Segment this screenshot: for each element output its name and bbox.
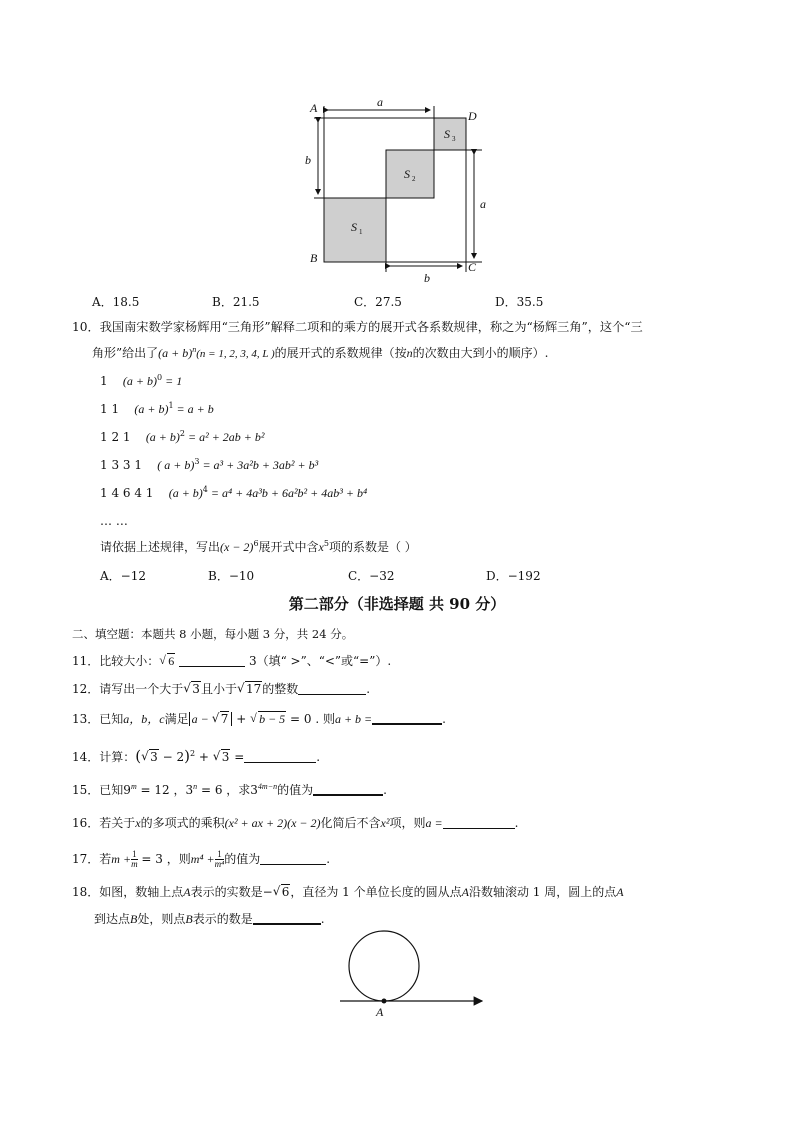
pascal-row-4: 1 4 6 4 1 $(a + b)^4 = a^4 + 4a^3b + 6a^2b^2 + 4ab^3 + b^4$ [100,485,368,500]
square-s2 [386,150,434,198]
q9-option-b[interactable]: B．21.5 [212,295,260,309]
q12: 12．请写出一个大于√ 3且小于√ 17的整数 . [72,681,370,697]
q17: 17．若m + $\frac{1}{m}$ = 3 ，则m⁴ + $\frac{1}{\text{m⁴}}$ 的值为 . [72,849,331,869]
q10-option-d[interactable]: D．−192 [486,569,541,583]
label-point-a: A [376,1005,384,1019]
label-S2-sub: 2 [412,175,416,183]
q18-line2: 到达点B处，则点B表示的数是 . [94,912,325,926]
q9-option-c[interactable]: C．27.5 [354,295,402,309]
label-a-top: a [377,95,383,109]
pascal-row-3: 1 3 3 1 ( a + b)$^3$ = a³ + 3a²b + 3ab² + b³ [100,457,319,472]
label-S1: S [351,220,357,234]
pascal-dots: … … [100,514,128,528]
q16-answer-blank[interactable] [443,816,515,829]
q18-answer-blank[interactable] [253,911,321,925]
label-S2: S [404,167,410,181]
label-C: C [468,260,477,274]
part2-title: 第二部分（非选择题 共 90 分） [288,595,506,613]
q14-answer-blank[interactable] [244,750,316,763]
q15-answer-blank[interactable] [313,782,383,796]
q10-ask: 请依据上述规律，写出$(x - 2)^6$展开式中含$x^5$项的系数是（ ） [100,539,417,554]
q14: 14．计算：(√ 3 − 2)$^2$ + √ 3 = . [72,748,320,765]
q11-answer-blank[interactable] [179,654,245,667]
square-s3 [434,118,466,150]
label-b-left: b [305,153,311,167]
pascal-row-2: 1 2 1 $(a + b)^2 = a^2 + 2ab + b^2$ [100,429,265,444]
q9-option-d[interactable]: D．35.5 [495,295,544,309]
q17-answer-blank[interactable] [260,852,326,865]
q12-answer-blank[interactable] [298,682,366,695]
q10-line1: 10．我国南宋数学家杨辉用“三角形”解释二项和的乘方的展开式各系数规律，称之为“杨辉三角”，这个“三 [72,320,643,334]
q9-option-a[interactable]: A．18.5 [92,295,140,309]
label-D: D [468,109,477,123]
pascal-row-0: 1 $(a + b)^0 = 1$ [100,373,183,388]
label-A: A [310,101,318,115]
label-S1-sub: 1 [359,228,363,236]
q10-option-c[interactable]: C．−32 [348,569,395,583]
q13-answer-blank[interactable] [372,711,442,725]
q10-option-a[interactable]: A．−12 [100,569,146,583]
pascal-row-1: 1 1 $(a + b)^1 = a + b$ [100,401,214,416]
label-a-right: a [480,197,486,211]
section2-header: 二、填空题：本题共 8 小题，每小题 3 分，共 24 分。 [72,627,354,641]
q15: 15．已知$9^m = 12$ ，$3^n = 6$ ，求$3^{4m-n}$的值为 . [72,782,387,797]
label-S3: S [444,127,450,141]
q16: 16．若关于x的多项式的乘积(x² + ax + 2)(x − 2)化简后不含x²项，则a = . [72,816,519,830]
q10-line2: 角形”给出了$(a + b)^n(n = 1$, 2, 3, 4, L )的展开式的系数规律（按n的次数由大到小的顺序）. [92,345,549,360]
q13: 13．已知a，b，c满足 a − √ 7 + √ b − 5 = 0 . 则a + b = . [72,711,446,727]
label-B: B [310,251,318,265]
point-a [382,999,387,1004]
q10-option-b[interactable]: B．−10 [208,569,255,583]
q9-figure [300,92,500,282]
rolling-circle [349,931,419,1001]
label-S3-sub: 3 [452,135,456,143]
q18-figure [336,928,490,1020]
label-b-bottom: b [424,271,430,282]
q18-line1: 18．如图，数轴上点A表示的实数是−√ 6，直径为 1 个单位长度的圆从点A沿数轴滚动 1 周，圆上的点A [72,884,624,900]
q11: 11．比较大小：√ 6 3（填“ >”、“<”或“=”）. [72,653,391,669]
